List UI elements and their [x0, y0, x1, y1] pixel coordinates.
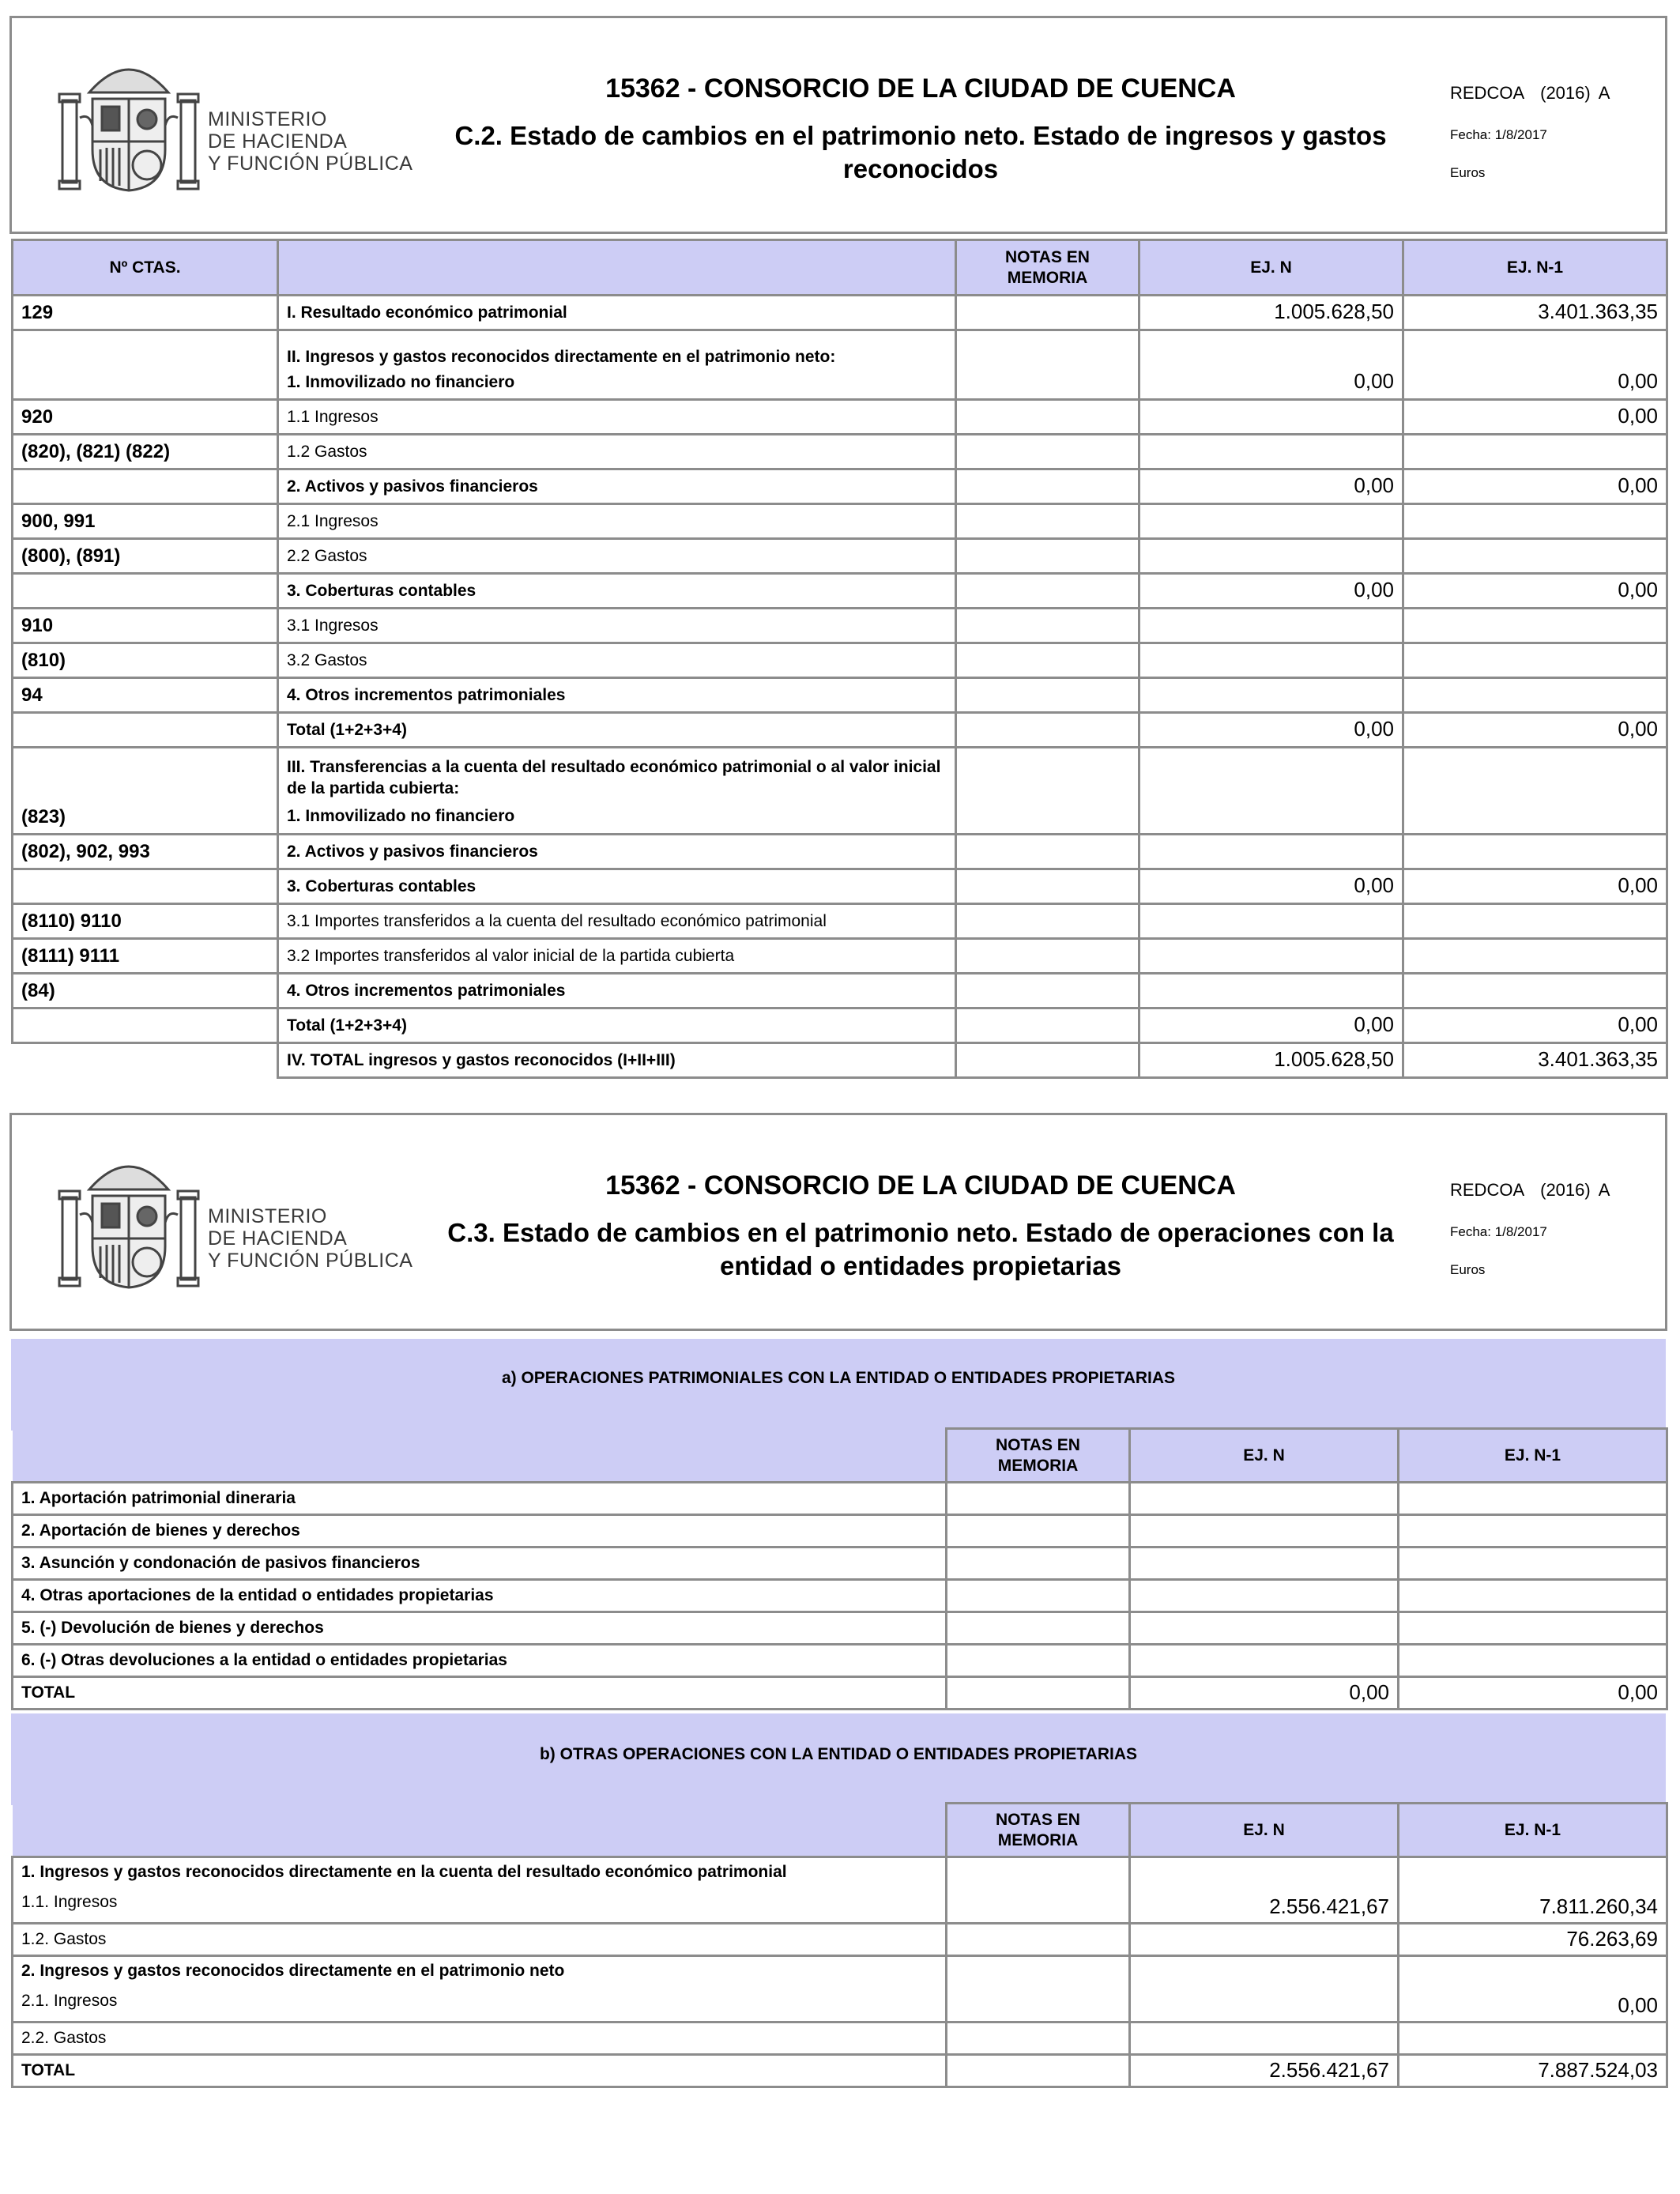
table-cell: 5. (-) Devolución de bienes y derechos: [13, 1612, 947, 1645]
table-cell: [1139, 539, 1403, 574]
table-cell: 900, 991: [13, 504, 278, 539]
table-cell: [1399, 2022, 1667, 2055]
table-row: [13, 574, 1667, 609]
table-cell: [1139, 939, 1403, 974]
table-cell: [13, 1008, 278, 1043]
col-notas: NOTAS EN MEMORIA: [956, 240, 1139, 296]
c2-table: [11, 239, 1668, 1079]
table-row: [13, 1008, 1667, 1043]
table-row: 2. Ingresos y gastos reconocidos directamente en el patrimonio neto 2.1. Ingresos 0,00: [13, 1956, 1667, 2022]
table-cell: 7.887.524,03: [1399, 2055, 1667, 2087]
table-cell: [13, 574, 278, 609]
report-unit: Euros: [1450, 165, 1486, 180]
entity-title: 15362 - CONSORCIO DE LA CIUDAD DE CUENCA: [605, 74, 1236, 104]
table-cell: 0,00: [1403, 469, 1667, 504]
table-cell: 0,00: [1403, 574, 1667, 609]
col-ejn: EJ. N: [1139, 240, 1403, 296]
ministry-line-1: MINISTERIO: [208, 108, 327, 130]
col-desc: [278, 240, 956, 296]
table-cell: [956, 974, 1139, 1008]
table-cell: 2. Aportación de bienes y derechos: [13, 1515, 947, 1547]
table-cell: IV. TOTAL ingresos y gastos reconocidos (I+II+III): [278, 1043, 956, 1078]
ministry-line-1: MINISTERIO: [208, 1205, 327, 1227]
table-row: [13, 435, 1667, 469]
table-cell: 0,00: [1139, 574, 1403, 609]
table-cell: 2. Activos y pasivos financieros: [278, 835, 956, 869]
table-cell: TOTAL: [13, 1677, 947, 1710]
section-title: C.2. Estado de cambios en el patrimonio neto. Estado de ingresos y gastos reconocidos: [454, 121, 1387, 183]
table-cell: [1403, 504, 1667, 539]
table-row: [13, 1645, 1667, 1677]
table-cell: [947, 1645, 1130, 1677]
table-cell: [947, 1547, 1130, 1580]
table-cell: [1399, 1645, 1667, 1677]
table-cell: [947, 1612, 1130, 1645]
table-cell: [1130, 1483, 1399, 1515]
report-date: Fecha: 1/8/2017: [1450, 127, 1547, 142]
table-cell: [956, 748, 1139, 835]
table-cell: [1139, 835, 1403, 869]
table-cell: 1.1 Ingresos: [278, 400, 956, 435]
table-row: [13, 643, 1667, 678]
table-cell: 0,00: [1403, 1008, 1667, 1043]
table-row: [13, 1515, 1667, 1547]
table-row: [13, 609, 1667, 643]
table-cell: [1399, 1483, 1667, 1515]
col-ctas: Nº CTAS.: [13, 240, 278, 296]
table-cell: 3. Coberturas contables: [278, 574, 956, 609]
table-cell: [1139, 435, 1403, 469]
table-cell: 4. Otros incrementos patrimoniales: [278, 974, 956, 1008]
table-cell: 0,00: [1139, 469, 1403, 504]
table-cell: [1130, 1612, 1399, 1645]
table-cell: 2.556.421,67: [1130, 2055, 1399, 2087]
table-cell: [956, 1008, 1139, 1043]
table-cell: 1. Aportación patrimonial dineraria: [13, 1483, 947, 1515]
table-cell: [1130, 1580, 1399, 1612]
col-notas: NOTAS EN MEMORIA: [947, 1429, 1130, 1483]
table-cell: [1130, 1956, 1399, 2022]
table-cell: [947, 1924, 1130, 1956]
table-cell: 2.2 Gastos: [278, 539, 956, 574]
table-cell: [1403, 974, 1667, 1008]
table-cell: Total (1+2+3+4): [278, 713, 956, 748]
table-cell: [1399, 1515, 1667, 1547]
col-notas: NOTAS EN MEMORIA: [947, 1804, 1130, 1857]
table-cell: [1399, 1547, 1667, 1580]
table-row: [13, 296, 1667, 330]
table-cell: (823): [13, 748, 278, 835]
table-cell: [956, 1043, 1139, 1078]
table-row: [13, 1924, 1667, 1956]
section-title: C.3. Estado de cambios en el patrimonio neto. Estado de operaciones con la entidad o entidades propietarias: [447, 1218, 1394, 1280]
table-cell: 910: [13, 609, 278, 643]
table-cell: [947, 1515, 1130, 1547]
table-cell: [1403, 835, 1667, 869]
table-row: [13, 2055, 1667, 2087]
table-cell: 920: [13, 400, 278, 435]
table-cell: [1130, 1547, 1399, 1580]
table-row: [13, 469, 1667, 504]
table-cell: [956, 643, 1139, 678]
table-cell: 0,00: [1403, 713, 1667, 748]
table-cell: [1403, 609, 1667, 643]
table-row: [13, 678, 1667, 713]
table-cell: [13, 713, 278, 748]
table-cell: Total (1+2+3+4): [278, 1008, 956, 1043]
table-row: [13, 835, 1667, 869]
table-row: [13, 400, 1667, 435]
c3a-header-row: [13, 1429, 1667, 1483]
report-unit: Euros: [1450, 1262, 1486, 1277]
table-cell: (8111) 9111: [13, 939, 278, 974]
table-cell: [1403, 643, 1667, 678]
c2-header-row: [13, 240, 1667, 296]
table-cell: [1403, 678, 1667, 713]
table-row: [13, 869, 1667, 904]
table-cell: (810): [13, 643, 278, 678]
table-cell: [947, 1580, 1130, 1612]
table-cell: [956, 504, 1139, 539]
table-cell: [13, 1043, 278, 1078]
table-row: [13, 1612, 1667, 1645]
table-cell: 3.1 Importes transferidos a la cuenta del resultado económico patrimonial: [278, 904, 956, 939]
table-cell: [1399, 1612, 1667, 1645]
col-ejn1: EJ. N-1: [1403, 240, 1667, 296]
table-cell: 3.2 Importes transferidos al valor inicial de la partida cubierta: [278, 939, 956, 974]
table-cell: [956, 330, 1139, 400]
table-row: [13, 539, 1667, 574]
table-cell: [1403, 539, 1667, 574]
table-cell: 0,00: [1403, 330, 1667, 400]
table-cell: 0,00: [1399, 1677, 1667, 1710]
table-row: [13, 904, 1667, 939]
table-cell: 2.556.421,67: [1130, 1857, 1399, 1924]
ministry-line-2: DE HACIENDA: [208, 1227, 348, 1250]
c3-part-b-table: [11, 1802, 1668, 2088]
table-row: [13, 939, 1667, 974]
c3b-header-row: [13, 1804, 1667, 1857]
table-cell: [1139, 748, 1403, 835]
table-cell: [1403, 435, 1667, 469]
table-cell: 3.2 Gastos: [278, 643, 956, 678]
ministry-line-3: Y FUNCIÓN PÚBLICA: [208, 1250, 413, 1272]
table-cell: 3.1 Ingresos: [278, 609, 956, 643]
table-cell: [1139, 609, 1403, 643]
table-row: [13, 1677, 1667, 1710]
table-cell: [956, 939, 1139, 974]
table-cell: [1139, 974, 1403, 1008]
col-ejn: EJ. N: [1130, 1804, 1399, 1857]
table-cell: (800), (891): [13, 539, 278, 574]
report-header-c3: [9, 1113, 1667, 1331]
table-cell: (802), 902, 993: [13, 835, 278, 869]
table-cell: 1.005.628,50: [1139, 1043, 1403, 1078]
ministry-name: [208, 108, 412, 175]
table-cell: [947, 2055, 1130, 2087]
c3-part-a-table: [11, 1427, 1668, 1710]
table-cell: [1130, 1515, 1399, 1547]
table-cell: (820), (821) (822): [13, 435, 278, 469]
table-cell: 129: [13, 296, 278, 330]
table-cell: 3. Asunción y condonación de pasivos financieros: [13, 1547, 947, 1580]
table-cell: 1.2 Gastos: [278, 435, 956, 469]
table-row: [13, 1580, 1667, 1612]
table-cell: (8110) 9110: [13, 904, 278, 939]
entity-title: 15362 - CONSORCIO DE LA CIUDAD DE CUENCA: [605, 1171, 1236, 1201]
report-code: REDCOA (2016) A: [1450, 1180, 1610, 1200]
table-cell: (84): [13, 974, 278, 1008]
table-cell: 1.005.628,50: [1139, 296, 1403, 330]
table-row: [13, 1483, 1667, 1515]
table-cell: [956, 609, 1139, 643]
c3-part-b-panel: [11, 1713, 1666, 1805]
ministry-logo: [58, 55, 413, 197]
table-row: [13, 974, 1667, 1008]
table-cell: [956, 835, 1139, 869]
ministry-line-2: DE HACIENDA: [208, 130, 348, 153]
col-ejn1: EJ. N-1: [1399, 1804, 1667, 1857]
table-cell: [1139, 678, 1403, 713]
table-cell: [947, 1857, 1130, 1924]
table-cell: [1139, 904, 1403, 939]
table-cell: TOTAL: [13, 2055, 947, 2087]
report-date: Fecha: 1/8/2017: [1450, 1224, 1547, 1239]
c3-part-a-title: a) OPERACIONES PATRIMONIALES CON LA ENTIDAD O ENTIDADES PROPIETARIAS: [501, 1369, 1176, 1387]
col-ejn: EJ. N: [1130, 1429, 1399, 1483]
table-cell: 0,00: [1403, 400, 1667, 435]
table-cell: 3.401.363,35: [1403, 296, 1667, 330]
table-cell: [947, 1483, 1130, 1515]
table-cell: 6. (-) Otras devoluciones a la entidad o entidades propietarias: [13, 1645, 947, 1677]
table-cell: [1139, 400, 1403, 435]
table-cell: [947, 1956, 1130, 2022]
table-cell: [1403, 939, 1667, 974]
table-cell: [956, 296, 1139, 330]
table-cell: 0,00: [1139, 869, 1403, 904]
table-row: [13, 1043, 1667, 1078]
table-cell: [1399, 1580, 1667, 1612]
ministry-name: [208, 1205, 412, 1272]
table-cell: 0,00: [1403, 869, 1667, 904]
table-cell: [956, 904, 1139, 939]
table-cell: 0,00: [1139, 330, 1403, 400]
table-cell: [956, 869, 1139, 904]
coat-of-arms-icon: [58, 55, 200, 197]
table-cell: 0,00: [1139, 713, 1403, 748]
coat-of-arms-icon: [58, 1152, 200, 1294]
table-cell: [1130, 2022, 1399, 2055]
table-cell: 2.2. Gastos: [13, 2022, 947, 2055]
table-cell: [1130, 1645, 1399, 1677]
report-header-c2: [9, 16, 1667, 234]
table-row: (823) III. Transferencias a la cuenta del resultado económico patrimonial o al valor inicial de la partida cubierta: 1. Inmovilizado no financiero: [13, 748, 1667, 835]
table-cell: [956, 574, 1139, 609]
table-row: [13, 504, 1667, 539]
table-cell: [13, 469, 278, 504]
table-cell: [13, 869, 278, 904]
table-cell: [956, 713, 1139, 748]
col-ejn1: EJ. N-1: [1399, 1429, 1667, 1483]
table-cell: 76.263,69: [1399, 1924, 1667, 1956]
table-cell: [1130, 1924, 1399, 1956]
c3-part-a-panel: [11, 1339, 1666, 1431]
table-cell: 3. Coberturas contables: [278, 869, 956, 904]
ministry-logo: [58, 1152, 413, 1294]
table-cell: [947, 2022, 1130, 2055]
table-row: [13, 713, 1667, 748]
table-cell: [956, 539, 1139, 574]
table-cell: 2.1 Ingresos: [278, 504, 956, 539]
table-cell: [947, 1677, 1130, 1710]
table-row: II. Ingresos y gastos reconocidos directamente en el patrimonio neto: 1. Inmovilizado no financiero 0,00 0,00: [13, 330, 1667, 400]
table-row: [13, 2022, 1667, 2055]
table-cell: 4. Otras aportaciones de la entidad o entidades propietarias: [13, 1580, 947, 1612]
table-cell: 4. Otros incrementos patrimoniales: [278, 678, 956, 713]
table-cell: [956, 678, 1139, 713]
table-cell: [1139, 643, 1403, 678]
ministry-line-3: Y FUNCIÓN PÚBLICA: [208, 153, 413, 175]
table-cell: 0,00: [1130, 1677, 1399, 1710]
c3-part-b-title: b) OTRAS OPERACIONES CON LA ENTIDAD O ENTIDADES PROPIETARIAS: [539, 1745, 1138, 1763]
table-cell: [1403, 904, 1667, 939]
table-cell: 0,00: [1399, 1956, 1667, 2022]
table-cell: I. Resultado económico patrimonial: [278, 296, 956, 330]
table-cell: [956, 400, 1139, 435]
table-cell: [13, 330, 278, 400]
table-cell: [956, 469, 1139, 504]
table-cell: [1139, 504, 1403, 539]
table-cell: 0,00: [1139, 1008, 1403, 1043]
report-code: REDCOA (2016) A: [1450, 83, 1610, 103]
table-cell: [956, 435, 1139, 469]
table-cell: 7.811.260,34: [1399, 1857, 1667, 1924]
table-row: 1. Ingresos y gastos reconocidos directamente en la cuenta del resultado económico patrimonial 1.1. Ingresos 2.556.421,67 7.811.260,34: [13, 1857, 1667, 1924]
table-cell: [1403, 748, 1667, 835]
table-row: [13, 1547, 1667, 1580]
table-cell: 94: [13, 678, 278, 713]
table-cell: 2. Activos y pasivos financieros: [278, 469, 956, 504]
table-cell: 1.2. Gastos: [13, 1924, 947, 1956]
table-cell: 3.401.363,35: [1403, 1043, 1667, 1078]
